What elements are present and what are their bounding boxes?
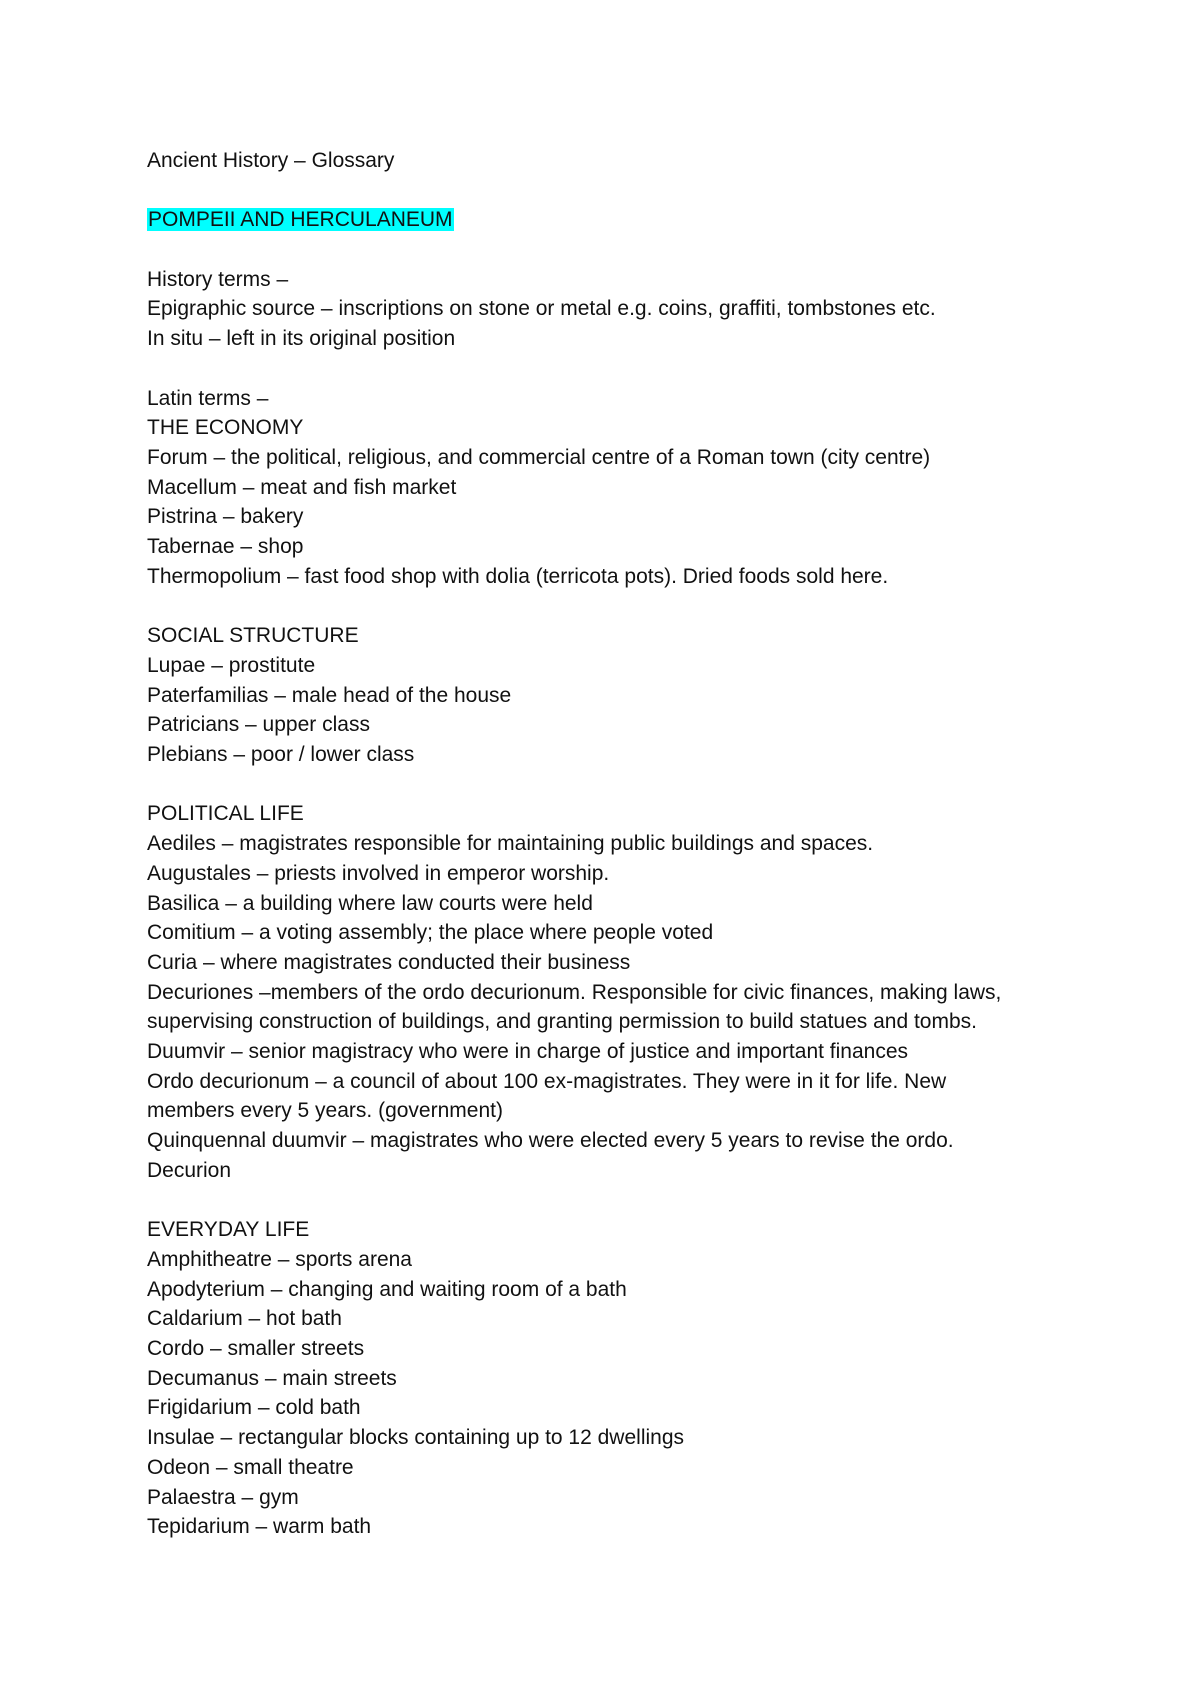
glossary-entry: Curia – where magistrates conducted their business bbox=[147, 950, 631, 974]
social-structure-heading: SOCIAL STRUCTURE bbox=[147, 624, 359, 648]
glossary-entry: Tepidarium – warm bath bbox=[147, 1515, 372, 1539]
glossary-entry: Amphitheatre – sports arena bbox=[147, 1247, 412, 1271]
glossary-entry: Plebians – poor / lower class bbox=[147, 743, 415, 766]
glossary-entry: Frigidarium – cold bath bbox=[147, 1396, 361, 1420]
glossary-entry: Patricians – upper class bbox=[147, 713, 370, 737]
glossary-entry: Insulae – rectangular blocks containing up to 12 dwellings bbox=[147, 1426, 685, 1450]
glossary-entry: Odeon – small theatre bbox=[147, 1455, 354, 1479]
glossary-entry: Apodyterium – changing and waiting room of a bath bbox=[147, 1277, 627, 1301]
economy-heading: THE ECONOMY bbox=[147, 416, 304, 440]
document-page bbox=[147, 146, 1147, 1542]
glossary-entry: Ordo decurionum – a council of about 100 ex-magistrates. They were in it for life. New bbox=[147, 1069, 947, 1093]
glossary-entry: Palaestra – gym bbox=[147, 1485, 299, 1509]
glossary-entry: Tabernae – shop bbox=[147, 535, 304, 559]
glossary-entry: Decumanus – main streets bbox=[147, 1366, 397, 1390]
political-life-heading: POLITICAL LIFE bbox=[147, 802, 304, 826]
spacer bbox=[147, 770, 1147, 800]
glossary-entry: Aediles – magistrates responsible for maintaining public buildings and spaces. bbox=[147, 832, 874, 856]
glossary-entry: Basilica – a building where law courts were held bbox=[147, 891, 593, 915]
glossary-entry: Paterfamilias – male head of the house bbox=[147, 683, 512, 707]
glossary-entry: Augustales – priests involved in emperor worship. bbox=[147, 861, 610, 885]
section-heading-line bbox=[147, 205, 1147, 235]
glossary-entry: Thermopolium – fast food shop with dolia (terricota pots). Dried foods sold here. bbox=[147, 564, 889, 588]
glossary-entry: supervising construction of buildings, and granting permission to build statues and tombs. bbox=[147, 1010, 977, 1034]
section-heading-highlight: POMPEII AND HERCULANEUM bbox=[148, 208, 453, 232]
glossary-entry: Comitium – a voting assembly; the place where people voted bbox=[147, 921, 714, 945]
spacer bbox=[147, 592, 1147, 622]
glossary-entry: In situ – left in its original position bbox=[147, 327, 456, 351]
glossary-entry: Macellum – meat and fish market bbox=[147, 475, 457, 499]
glossary-entry: Decuriones –members of the ordo decurionum. Responsible for civic finances, making laws, bbox=[147, 980, 1002, 1004]
glossary-entry: Cordo – smaller streets bbox=[147, 1337, 365, 1361]
glossary-entry: Caldarium – hot bath bbox=[147, 1307, 342, 1331]
glossary-entry: Pistrina – bakery bbox=[147, 505, 304, 529]
spacer bbox=[147, 1186, 1147, 1216]
glossary-entry: Quinquennal duumvir – magistrates who were elected every 5 years to revise the ordo. bbox=[147, 1129, 954, 1153]
history-terms-heading: History terms – bbox=[147, 267, 289, 291]
everyday-life-heading: EVERYDAY LIFE bbox=[147, 1218, 310, 1242]
latin-terms-heading: Latin terms – bbox=[147, 386, 269, 410]
spacer bbox=[147, 354, 1147, 384]
glossary-entry: Duumvir – senior magistracy who were in charge of justice and important finances bbox=[147, 1040, 909, 1064]
document-title: Ancient History – Glossary bbox=[147, 149, 395, 172]
glossary-entry: Decurion bbox=[147, 1158, 232, 1182]
glossary-entry: Lupae – prostitute bbox=[147, 653, 316, 677]
spacer bbox=[147, 235, 1147, 265]
glossary-entry: members every 5 years. (government) bbox=[147, 1099, 503, 1123]
glossary-entry: Forum – the political, religious, and commercial centre of a Roman town (city centre) bbox=[147, 445, 931, 469]
spacer bbox=[147, 176, 1147, 206]
glossary-entry: Epigraphic source – inscriptions on stone or metal e.g. coins, graffiti, tombstones etc. bbox=[147, 297, 936, 321]
